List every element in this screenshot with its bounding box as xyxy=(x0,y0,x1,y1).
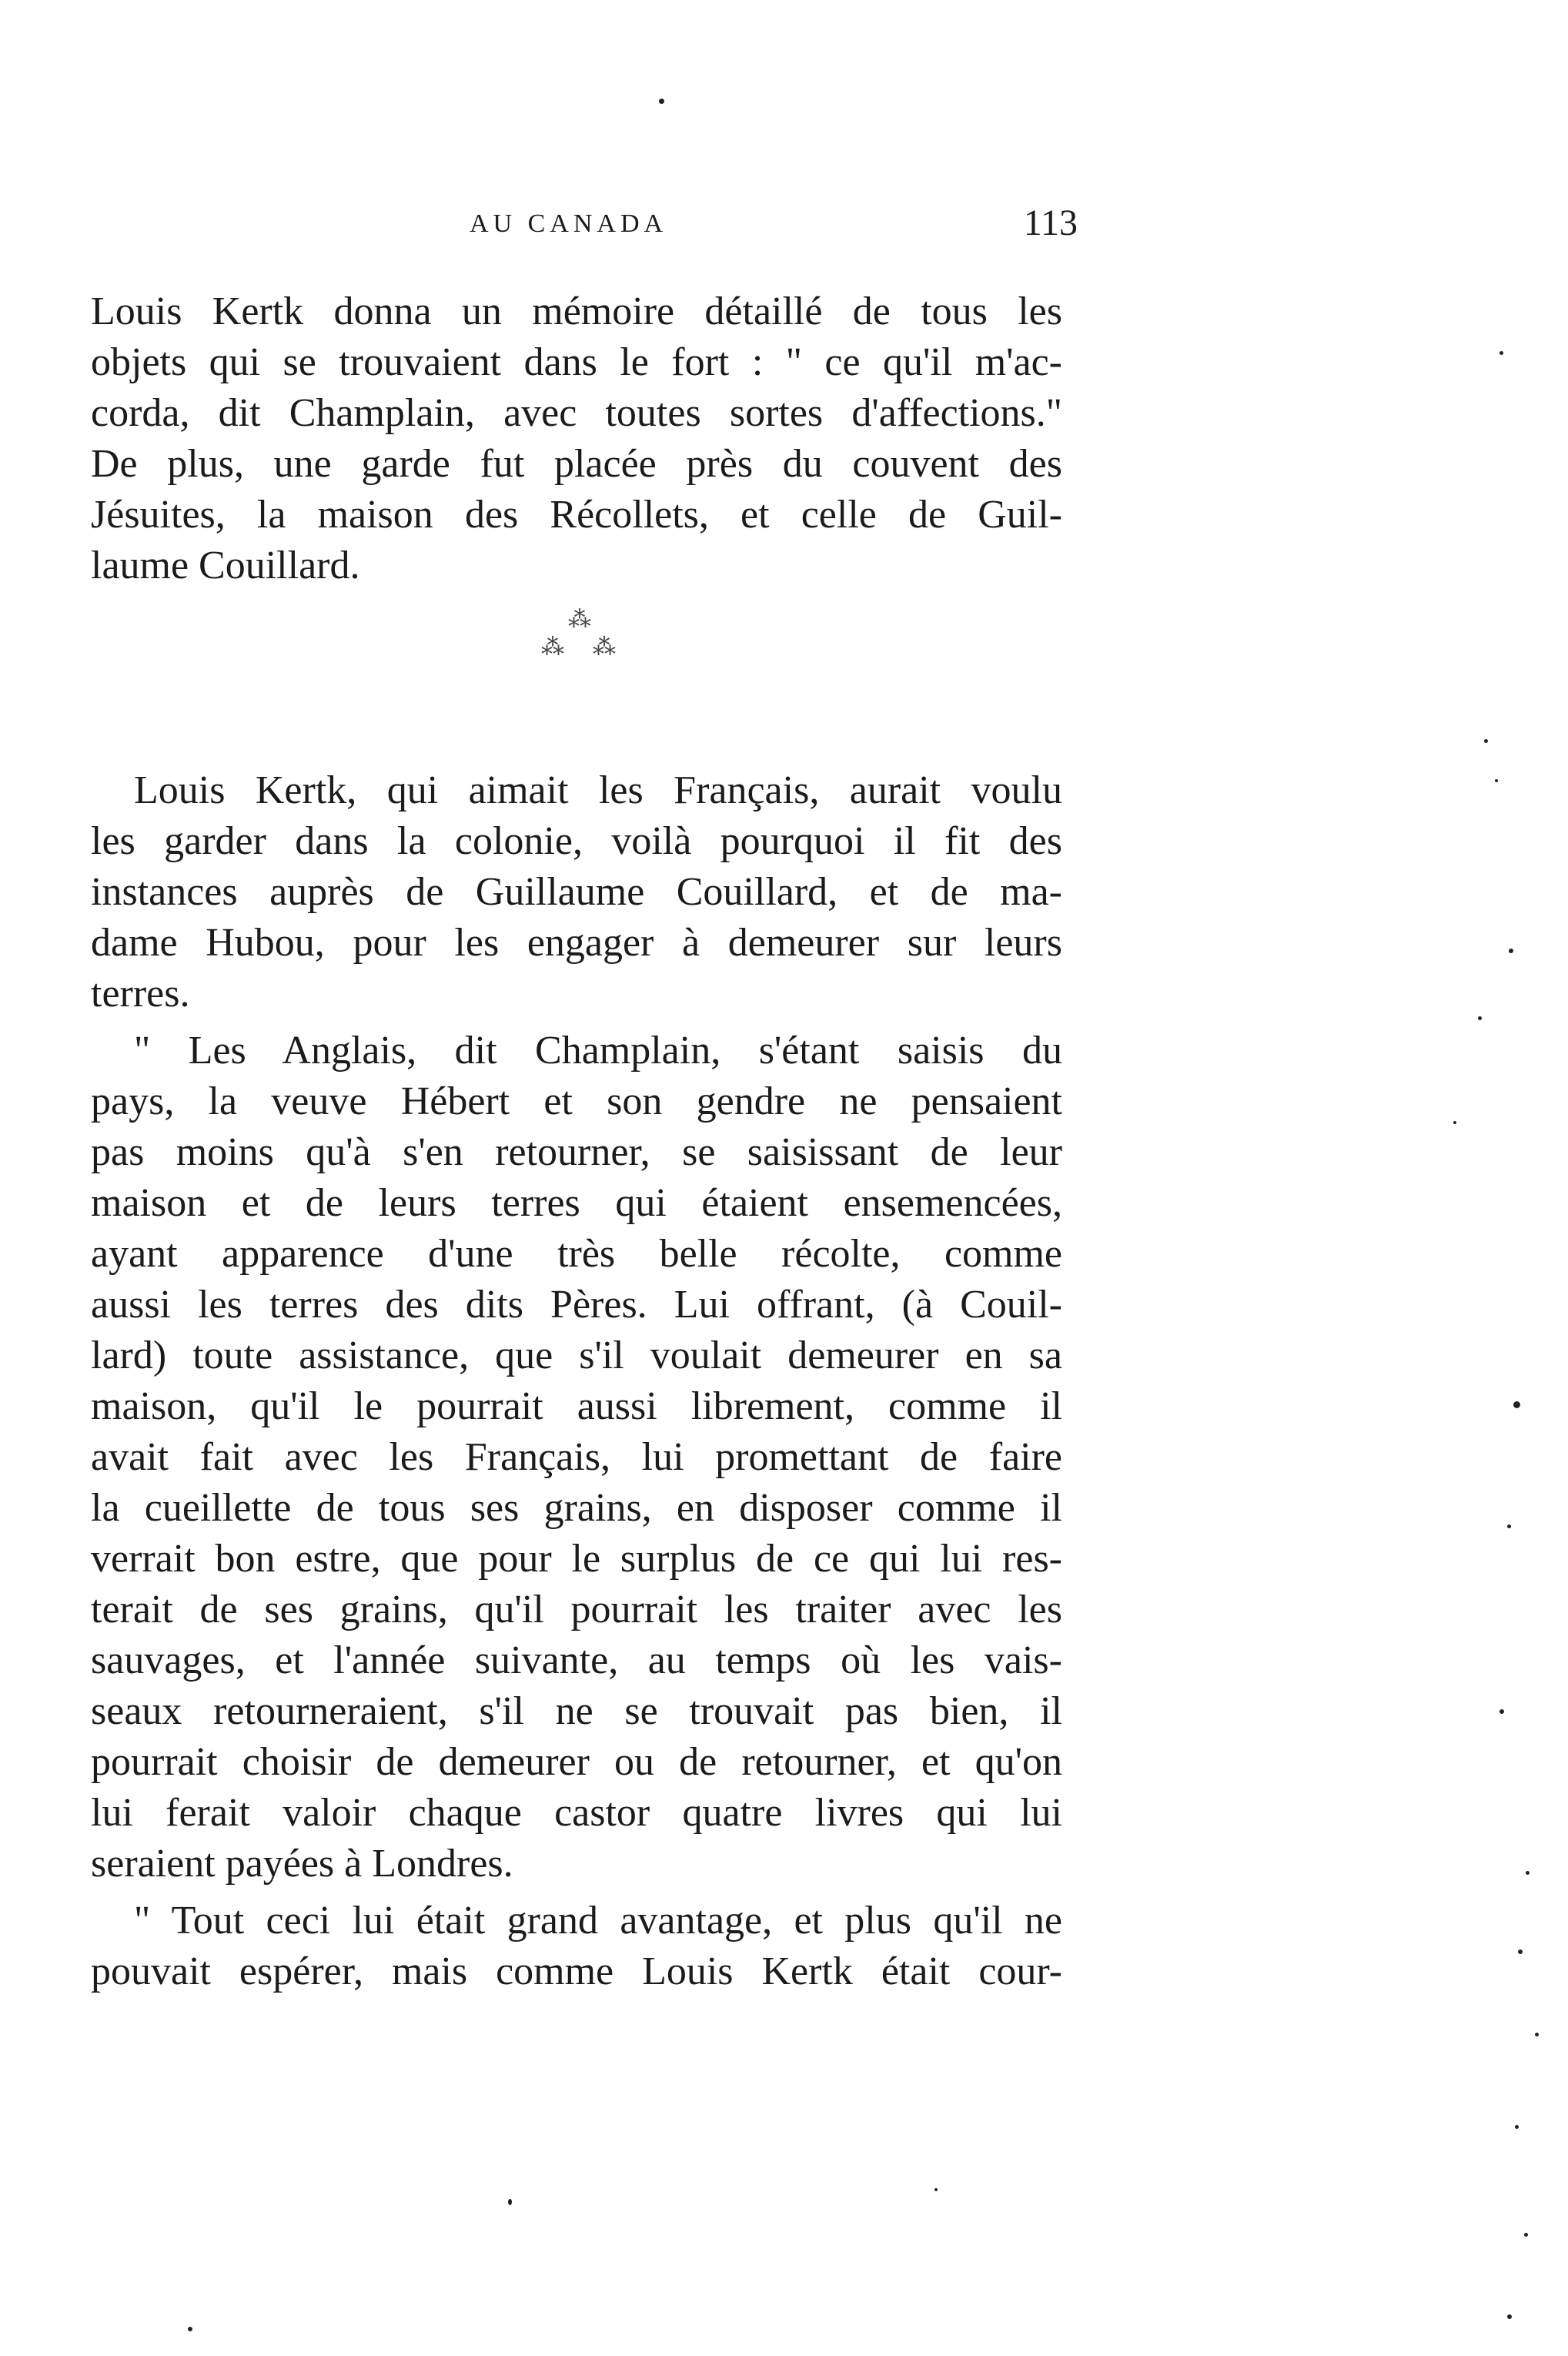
scan-speck xyxy=(1518,1949,1523,1954)
text-line: corda, dit Champlain, avec toutes sortes d'affections." xyxy=(91,391,1062,435)
asterism-star-icon: ⁂ xyxy=(541,634,564,660)
text-line: verrait bon estre, que pour le surplus de ce qui lui res- xyxy=(91,1537,1062,1581)
text-line: instances auprès de Guillaume Couillard, et de ma- xyxy=(91,870,1062,914)
text-line: aussi les terres des dits Pères. Lui offrant, (à Couil- xyxy=(91,1283,1062,1327)
text-line: maison et de leurs terres qui étaient ensemencées, xyxy=(91,1181,1062,1225)
section-break-asterism xyxy=(91,591,1062,765)
scan-speck xyxy=(934,2188,938,2191)
scan-speck xyxy=(1507,2314,1512,2319)
scan-speck xyxy=(1478,1016,1482,1020)
scan-speck xyxy=(1499,351,1503,355)
text-line: pas moins qu'à s'en retourner, se saisissant de leur xyxy=(91,1130,1062,1174)
scan-speck xyxy=(1524,2233,1528,2237)
paragraph-1 xyxy=(91,286,1062,591)
text-line: seraient payées à Londres. xyxy=(91,1842,513,1886)
text-line: les garder dans la colonie, voilà pourquoi il fit des xyxy=(91,819,1062,863)
scan-speck xyxy=(1526,1871,1530,1875)
scan-speck xyxy=(1513,1401,1520,1408)
scan-speck xyxy=(1507,1524,1511,1528)
scan-speck xyxy=(1509,949,1513,953)
paragraph-2 xyxy=(91,765,1062,1019)
scan-speck xyxy=(1495,779,1498,782)
text-line: maison, qu'il le pourrait aussi librement, comme il xyxy=(91,1384,1062,1428)
scan-speck xyxy=(659,99,664,104)
asterism-star-icon: ⁂ xyxy=(568,607,591,632)
page-number: 113 xyxy=(1023,202,1078,243)
paragraph-4 xyxy=(91,1896,1062,1997)
text-line: terait de ses grains, qu'il pourrait les traiter avec les xyxy=(91,1588,1062,1631)
text-line: lard) toute assistance, que s'il voulait demeurer en sa xyxy=(91,1334,1062,1377)
scan-speck xyxy=(1484,739,1488,743)
text-line: De plus, une garde fut placée près du couvent des xyxy=(91,442,1062,486)
text-line: pouvait espérer, mais comme Louis Kertk était cour- xyxy=(91,1949,1062,1993)
text-line: ayant apparence d'une très belle récolte, comme xyxy=(91,1232,1062,1276)
text-line: terres. xyxy=(91,972,190,1016)
scan-speck xyxy=(1499,1709,1504,1714)
text-line: " Tout ceci lui était grand avantage, et plus qu'il ne xyxy=(134,1899,1062,1943)
text-line: seaux retourneraient, s'il ne se trouvait pas bien, il xyxy=(91,1689,1062,1733)
running-header xyxy=(92,202,1078,248)
text-line: la cueillette de tous ses grains, en disposer comme il xyxy=(91,1486,1062,1530)
running-title: AU CANADA xyxy=(470,209,668,238)
text-line: pays, la veuve Hébert et son gendre ne pensaient xyxy=(91,1079,1062,1123)
paragraph-3 xyxy=(91,1026,1062,1889)
text-line: objets qui se trouvaient dans le fort : " ce qu'il m'ac- xyxy=(91,340,1062,384)
text-line: lui ferait valoir chaque castor quatre livres qui lui xyxy=(91,1791,1062,1835)
text-line: pourrait choisir de demeurer ou de retourner, et qu'on xyxy=(91,1740,1062,1784)
text-line: Jésuites, la maison des Récollets, et celle de Guil- xyxy=(91,493,1062,537)
scan-speck xyxy=(1515,2125,1519,2129)
text-line: sauvages, et l'année suivante, au temps où les vais- xyxy=(91,1638,1062,1682)
text-line: Louis Kertk donna un mémoire détaillé de tous les xyxy=(91,289,1062,333)
scan-speck xyxy=(1535,2033,1539,2036)
text-line: Louis Kertk, qui aimait les Français, aurait voulu xyxy=(134,768,1062,812)
text-line: dame Hubou, pour les engager à demeurer sur leurs xyxy=(91,921,1062,965)
scan-speck xyxy=(188,2327,192,2331)
text-line: laume Couillard. xyxy=(91,544,360,587)
text-line: avait fait avec les Français, lui promettant de faire xyxy=(91,1435,1062,1479)
text-line: " Les Anglais, dit Champlain, s'étant saisis du xyxy=(134,1029,1062,1073)
body-text xyxy=(91,286,1062,1997)
scan-speck xyxy=(1453,1121,1456,1124)
asterism-star-icon: ⁂ xyxy=(593,634,616,660)
scan-speck xyxy=(508,2199,512,2205)
